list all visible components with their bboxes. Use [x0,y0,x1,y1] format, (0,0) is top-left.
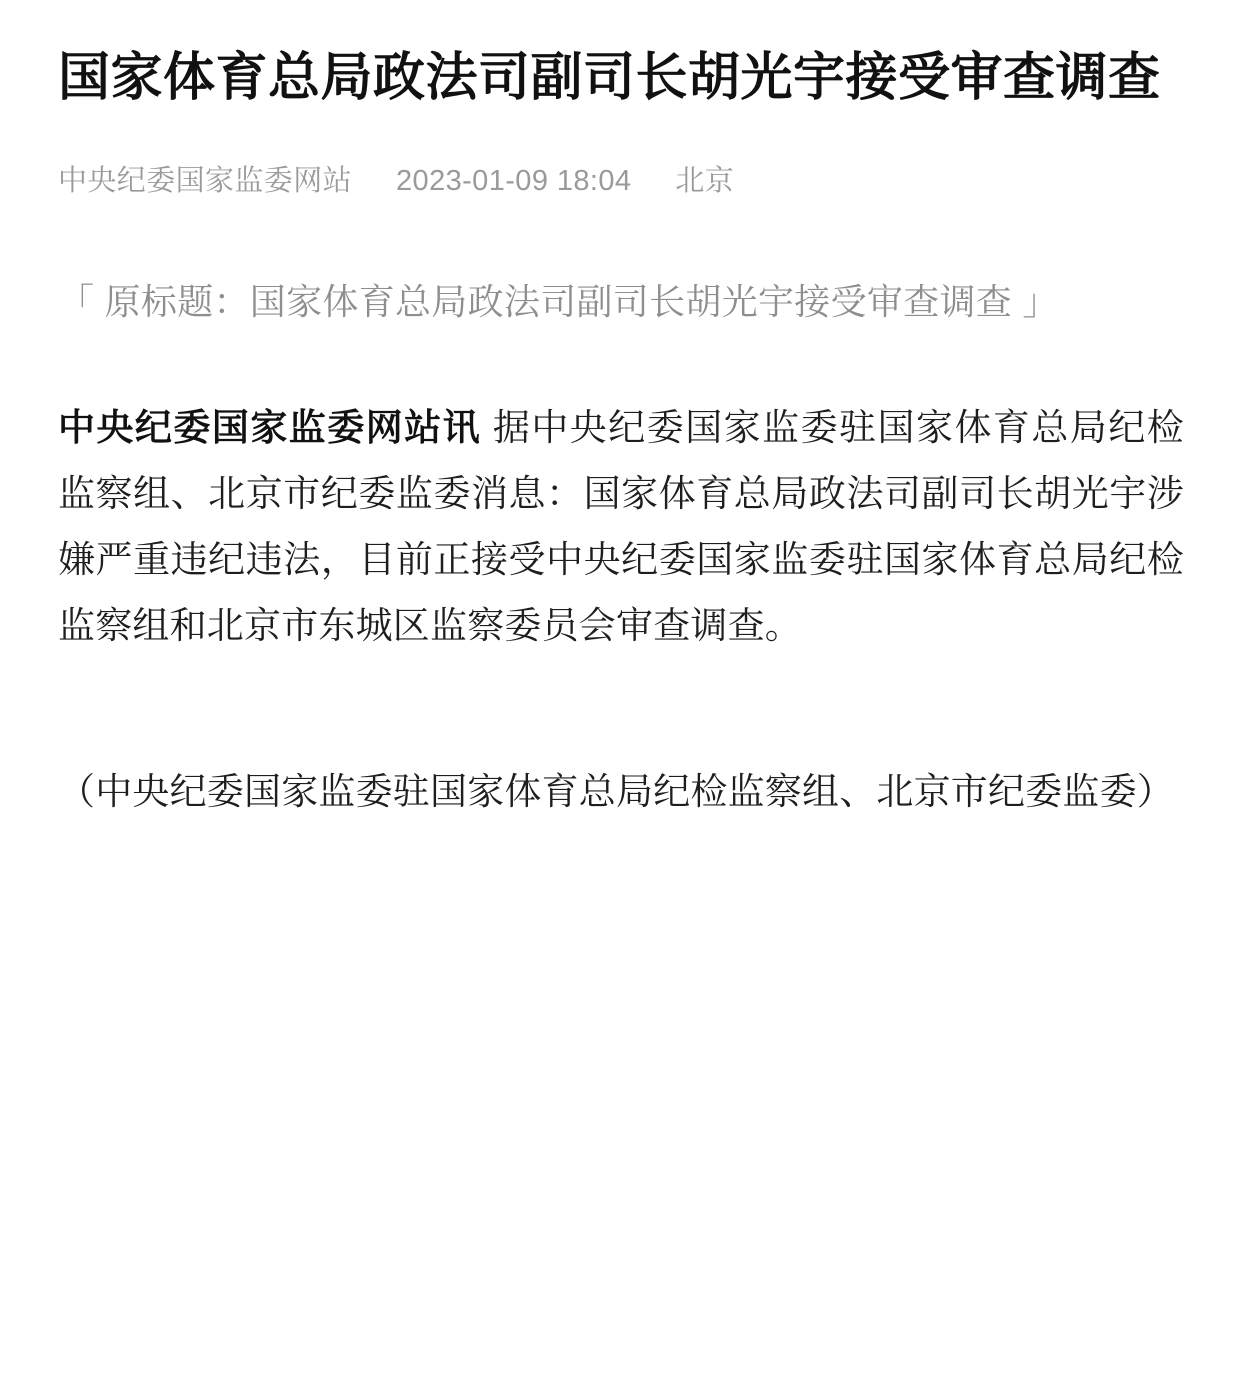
article-body-paragraph [58,395,1184,658]
article-signature: （中央纪委国家监委驻国家体育总局纪检监察组、北京市纪委监委） [58,770,1174,812]
original-title: 「 原标题：国家体育总局政法司副司长胡光宇接受审查调查 」 [58,281,1059,323]
meta-source: 中央纪委国家监委网站 [58,164,353,197]
meta-location: 北京 [675,164,735,197]
paragraph-spacer [58,713,1184,759]
page-title: 国家体育总局政法司副司长胡光宇接受审查调查 [58,49,1161,107]
body-text: 据中央纪委国家监委驻国家体育总局纪检监察组、北京市纪委监委消息：国家体育总局政法司副司长胡光宇涉嫌严重违纪违法，目前正接受中央纪委国家监委驻国家体育总局纪检监察组和北京市东城区监察委员会审查调查。 [58,407,1184,646]
meta-datetime: 2023-01-09 18:04 [396,164,632,197]
article-meta [58,161,1184,202]
lead-source-label: 中央纪委国家监委网站讯 [58,407,482,449]
